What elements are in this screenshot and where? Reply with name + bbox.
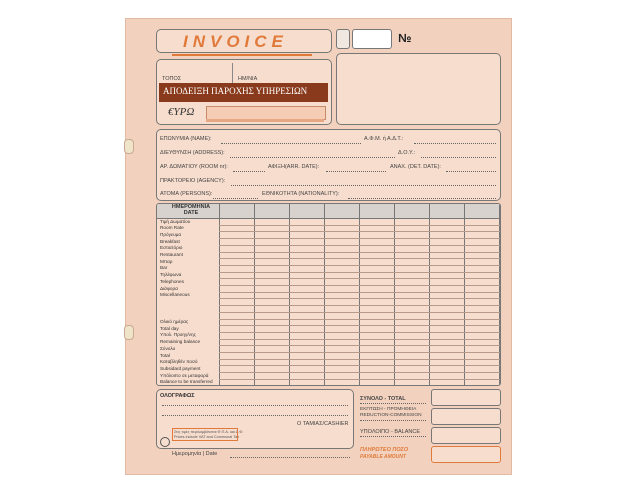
agency-line[interactable] [231, 185, 496, 186]
table-row-label: Σύνολο [160, 345, 176, 351]
afm-line[interactable] [414, 143, 496, 144]
table-row-label: Διάφορα [160, 285, 178, 291]
date-footer-line[interactable] [230, 457, 350, 458]
persons-line[interactable] [213, 198, 258, 199]
table-header-line2: DATE [183, 210, 199, 216]
reduction-label-2: REDUCTION-COMMISSION [360, 413, 422, 418]
table-row [219, 238, 500, 239]
vat-note-line2: Prices include VAT and Communal Tax [174, 435, 240, 439]
table-row [219, 225, 500, 226]
total-underline [360, 403, 426, 404]
reduction-underline [360, 420, 426, 421]
doy-label: Δ.Ο.Υ.: [398, 150, 416, 156]
table-row [219, 386, 500, 387]
customer-name-line[interactable] [221, 143, 361, 144]
date-label: ΗΜ/ΝΙΑ [238, 76, 258, 82]
vat-note-line1: Στις τιμές περιλαμβάνεται Φ.Π.Α. και Δ.Φ. [174, 430, 244, 434]
table-row-label: Subsidard payment [160, 365, 201, 371]
words-line-2[interactable] [162, 415, 348, 416]
balance-label: ΥΠΟΛΟΙΠΟ - BALANCE [360, 429, 420, 435]
printer-vertical-text [129, 254, 130, 314]
balance-underline [360, 436, 426, 437]
vat-note-frame [172, 428, 238, 441]
table-row [219, 345, 500, 346]
room-line[interactable] [233, 171, 265, 172]
table-row [219, 312, 500, 313]
payable-label-2: PAYABLE AMOUNT [360, 454, 406, 460]
table-row [219, 231, 500, 232]
table-row [219, 359, 500, 360]
nationality-line[interactable] [348, 198, 496, 199]
arrival-line[interactable] [326, 171, 386, 172]
table-row-label: Room Rate [160, 225, 184, 231]
table-row [219, 245, 500, 246]
address-label: ΔΙΕΥΘΥΝΣΗ (ADDRESS): [160, 150, 225, 156]
table-row-label: Τηλέφωνα [160, 272, 182, 278]
agency-label: ΠΡΑΚΤΟΡΕΙΟ (AGENCY): [160, 178, 226, 184]
table-row [219, 298, 500, 299]
table-row-label: Υπόλοιπο σε μεταφορά [160, 372, 209, 378]
table-row-label: Miscellaneous [160, 292, 190, 298]
number-symbol: № [398, 31, 412, 45]
table-row [219, 285, 500, 286]
table-row-label: Remaining balance [160, 339, 201, 345]
invoice-title-box [156, 29, 332, 53]
afm-label: Α.Φ.Μ. ή Α.Δ.Τ.: [364, 136, 404, 142]
words-label: ΟΛΟΓΡΑΦΩΣ [160, 393, 195, 399]
payable-label-1: ΠΛΗΡΩΤΕΟ ΠΟΣΟ [360, 447, 409, 453]
departure-label: ΑΝΑΧ. (DET. DATE): [390, 164, 441, 170]
receipt-banner-text: ΑΠΟΔΕΙΞΗ ΠΑΡΟΧΗΣ ΥΠΗΡΕΣΙΩΝ [163, 86, 308, 96]
table-row-label: Bar [160, 265, 168, 271]
table-row [219, 272, 500, 273]
table-row-label: Ολικό ημέρας [160, 319, 189, 324]
persons-label: ΑΤΟΜΑ (PERSONS): [160, 191, 213, 197]
table-row-label: Υπολ. Προηγ/νης [160, 332, 196, 338]
seal-box [336, 29, 350, 49]
invoice-form [125, 18, 512, 475]
nationality-label: ΕΘΝΙΚΟΤΗΤΑ (NATIONALITY): [262, 191, 340, 197]
table-row-label: Balance to be transferred [160, 379, 213, 385]
punch-hole-top [124, 139, 134, 154]
table-row-label: Total [160, 352, 170, 358]
doy-line[interactable] [421, 157, 496, 158]
currency-label: €ΥΡΩ [168, 106, 195, 118]
table-row [219, 332, 500, 333]
table-row [219, 339, 500, 340]
table-row [219, 278, 500, 279]
table-row-label: Εστιατόριο [160, 245, 183, 251]
charges-table [156, 203, 501, 386]
table-row-label: Breakfast [160, 238, 180, 244]
table-row [219, 305, 500, 306]
table-row [219, 372, 500, 373]
table-row [219, 292, 500, 293]
logo-icon [160, 437, 170, 447]
invoice-title-underline [172, 54, 312, 56]
reduction-label-1: ΕΚΠΤΩΣΗ - ΠΡΟΜΗΘΕΙΑ [360, 407, 417, 412]
words-line-1[interactable] [162, 405, 348, 406]
table-row [219, 325, 500, 326]
departure-line[interactable] [446, 171, 496, 172]
table-row [219, 265, 500, 266]
address-line[interactable] [230, 157, 395, 158]
table-row-label: Telephones [160, 278, 184, 284]
table-row-label: Total day [160, 325, 179, 331]
total-label: ΣΥΝΟΛΟ - TOTAL [360, 396, 406, 402]
table-row-label: Μπαρ [160, 258, 173, 264]
date-footer-label: Ημερομηνία | Date [172, 451, 218, 457]
place-label: ΤΟΠΟΣ [162, 76, 182, 82]
table-row-label: Καταβληθέν ποσό [160, 359, 198, 365]
total-box[interactable] [431, 389, 501, 406]
table-row [219, 352, 500, 353]
room-label: ΑΡ. ΔΩΜΑΤΙΟΥ (ROOM nr): [160, 164, 228, 170]
punch-hole-bottom [124, 325, 134, 340]
table-row [219, 379, 500, 380]
payable-box[interactable] [431, 446, 501, 463]
table-row [219, 258, 500, 259]
table-row-label: Restaurant [160, 252, 183, 257]
table-row-label: Τιμή Δωματίου [160, 218, 191, 224]
table-row-label: Πρόγευμα [160, 231, 182, 237]
place-date-separator [232, 63, 233, 83]
table-row [219, 365, 500, 366]
balance-box[interactable] [431, 427, 501, 444]
currency-field-stripe [206, 119, 324, 122]
cashier-label: Ο ΤΑΜΙΑΣ/CASHIER [297, 421, 349, 427]
customer-name-label: ΕΠΩΝΥΜΙΑ (NAME): [160, 136, 212, 142]
number-box[interactable] [352, 29, 392, 49]
reduction-box[interactable] [431, 408, 501, 425]
arrival-label: ΑΦΙΞΗ(ARR. DATE): [268, 164, 320, 170]
table-row [219, 319, 500, 320]
currency-field[interactable] [206, 106, 326, 120]
table-row [219, 252, 500, 253]
table-header-line1: ΗΜΕΡΟΜΗΝΙΑ [171, 204, 211, 210]
invoice-title: INVOICE [183, 32, 288, 51]
stamp-box [336, 53, 501, 125]
